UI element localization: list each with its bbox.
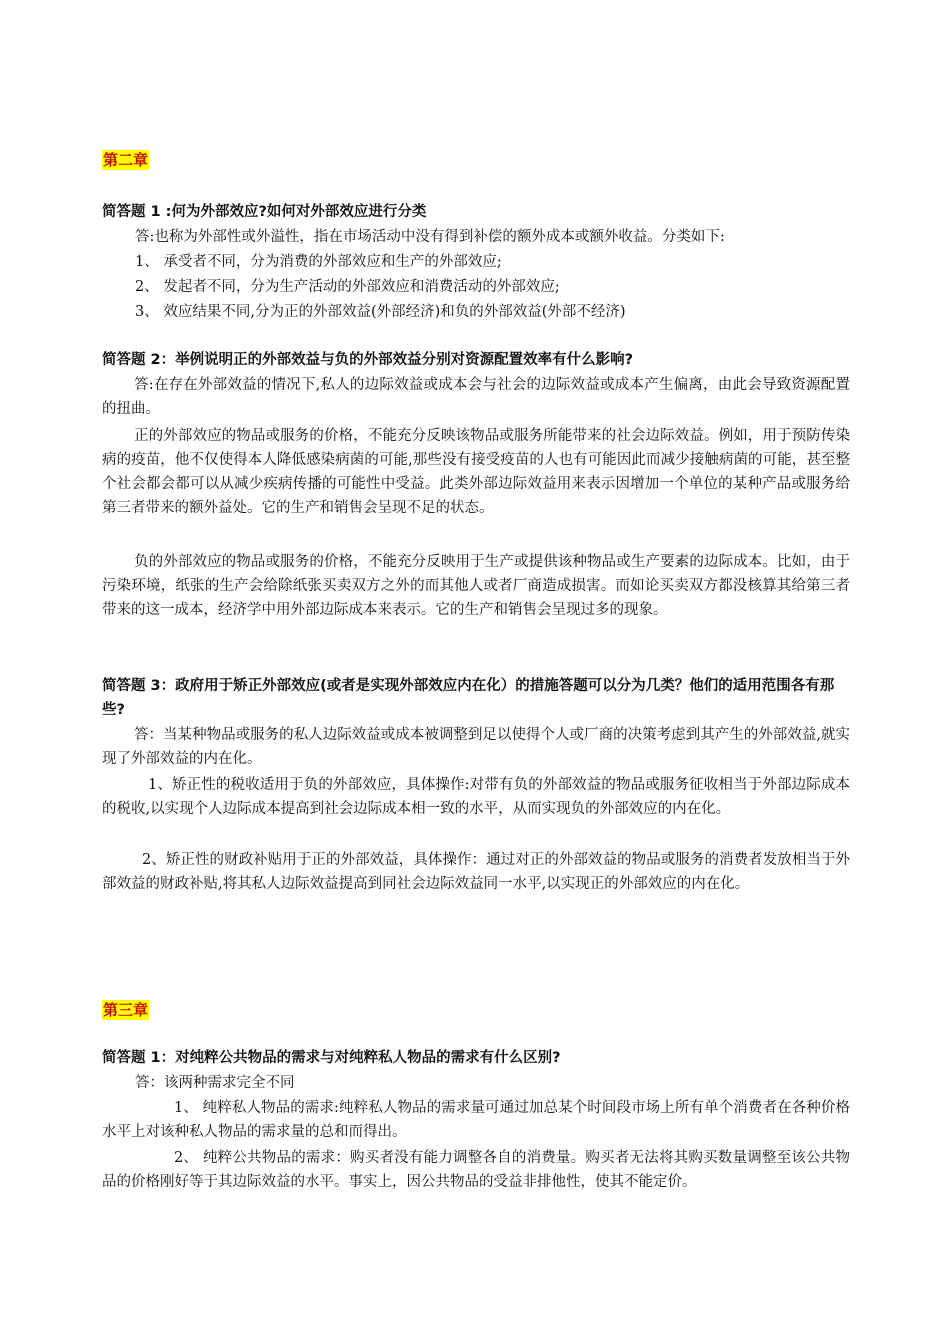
ch3-q1-paragraph-2: 2、 纯粹公共物品的需求：购买者没有能力调整各自的消费量。购买者无法将其购买数量调整至该公共物品的价格刚好等于其边际效益的水平。事实上，因公共物品的受益非排他性，使其不能定价。 <box>102 1150 850 1190</box>
ch2-q1-item-3: 3、 效应结果不同,分为正的外部效益(外部经济)和负的外部效益(外部不经济) <box>135 304 626 320</box>
ch2-q1-item-2: 2、 发起者不同，分为生产活动的外部效应和消费活动的外部效应; <box>135 279 560 295</box>
ch3-q1-paragraph-1: 1、 纯粹私人物品的需求:纯粹私人物品的需求量可通过加总某个时间段市场上所有单个消费者在各种价格水平上对该种私人物品的需求量的总和而得出。 <box>102 1100 850 1140</box>
chapter-3-heading: 第三章 <box>103 1001 149 1019</box>
ch3-q1-answer: 答：该两种需求完全不同 <box>135 1075 295 1091</box>
ch2-q3-paragraph-1: 答：当某种物品或服务的私人边际效益或成本被调整到足以使得个人或厂商的决策考虑到其产生的外部效益,就实现了外部效益的内在化。 <box>102 727 850 767</box>
ch2-q2-paragraph-1: 答:在存在外部效益的情况下,私人的边际效益或成本会与社会的边际效益或成本产生偏离，由此会导致资源配置的扭曲。 <box>102 377 850 417</box>
ch2-question-1-title: 简答题 1 :何为外部效应?如何对外部效应进行分类 <box>102 204 427 220</box>
ch2-q3-paragraph-2: 1、矫正性的税收适用于负的外部效应，具体操作:对带有负的外部效益的物品或服务征收相当于外部边际成本的税收,以实现个人边际成本提高到社会边际成本相一致的水平，从而实现负的外部效应的内在化。 <box>102 777 850 817</box>
ch2-q3-paragraph-3: 2、矫正性的财政补贴用于正的外部效益，具体操作：通过对正的外部效益的物品或服务的消费者发放相当于外部效益的财政补贴,将其私人边际效益提高到同社会边际效益同一水平,以实现正的外部效应的内在化。 <box>102 852 850 892</box>
chapter-2-heading: 第二章 <box>103 151 149 169</box>
ch2-q2-paragraph-2: 正的外部效应的物品或服务的价格，不能充分反映该物品或服务所能带来的社会边际效益。例如，用于预防传染病的疫苗，他不仅使得本人降低感染病菌的可能,那些没有接受疫苗的人也有可能因此而减少接触病菌的可能，甚至整个社会都会都可以从减少疾病传播的可能性中受益。此类外部边际效益用来表示因增加一个单位的某种产品或服务给第三者带来的额外益处。它的生产和销售会呈现不足的状态。 <box>102 428 850 516</box>
ch2-question-2-title: 简答题 2：举例说明正的外部效益与负的外部效益分别对资源配置效率有什么影响? <box>102 352 634 368</box>
ch2-question-3-title: 简答题 3：政府用于矫正外部效应(或者是实现外部效应内在化）的措施答题可以分为几类？他们的适用范围各有那些? <box>102 678 835 718</box>
ch2-q1-answer: 答:也称为外部性或外溢性，指在市场活动中没有得到补偿的额外成本或额外收益。分类如下: <box>135 229 725 245</box>
ch2-q1-item-1: 1、 承受者不同，分为消费的外部效应和生产的外部效应; <box>135 254 502 270</box>
ch2-q2-paragraph-3: 负的外部效应的物品或服务的价格，不能充分反映用于生产或提供该种物品或生产要素的边际成本。比如，由于污染环境，纸张的生产会给除纸张买卖双方之外的而其他人或者厂商造成损害。而如论买卖双方都没核算其给第三者带来的这一成本，经济学中用外部边际成本来表示。它的生产和销售会呈现过多的现象。 <box>102 554 850 618</box>
ch3-question-1-title: 简答题 1：对纯粹公共物品的需求与对纯粹私人物品的需求有什么区别? <box>102 1050 561 1066</box>
